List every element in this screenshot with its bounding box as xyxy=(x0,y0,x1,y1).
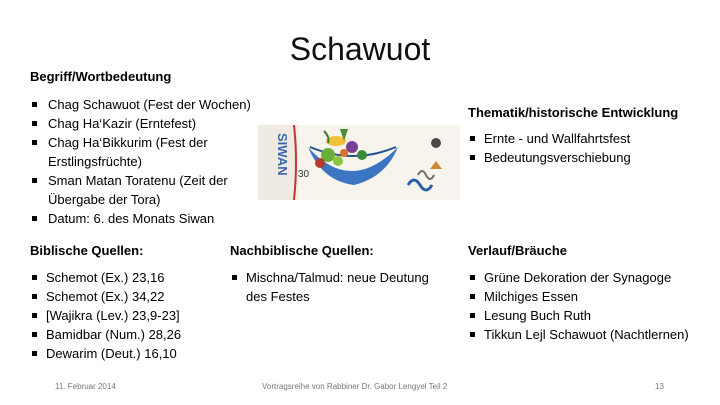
harvest-basket-illustration xyxy=(258,125,460,200)
bullet-icon xyxy=(470,313,475,318)
list-biblische xyxy=(30,268,220,363)
list-item: Chag Ha‘Bikkurim (Fest der Erstlingsfrüchte) xyxy=(30,133,262,171)
heading-nachbiblische: Nachbiblische Quellen: xyxy=(230,243,374,258)
bullet-icon xyxy=(470,155,475,160)
bullet-icon xyxy=(32,313,37,318)
list-item: Schemot (Ex.) 34,22 xyxy=(30,287,220,306)
bullet-icon xyxy=(470,275,475,280)
list-verlauf xyxy=(468,268,716,344)
bullet-icon xyxy=(470,136,475,141)
heading-begriff: Begriff/Wortbedeutung xyxy=(30,69,172,84)
slide-title: Schawuot xyxy=(289,31,431,67)
heading-thematik: Thematik/historische Entwicklung xyxy=(468,105,679,120)
list-item: Tikkun Lejl Schawuot (Nachtlernen) xyxy=(468,325,716,344)
bullet-icon xyxy=(32,351,37,356)
list-begriff xyxy=(30,95,262,228)
list-item: Lesung Buch Ruth xyxy=(468,306,716,325)
list-item: Chag Ha‘Kazir (Erntefest) xyxy=(30,114,262,133)
footer-date: 11. Februar 2014 xyxy=(55,382,116,391)
list-item: [Wajikra (Lev.) 23,9-23] xyxy=(30,306,220,325)
bullet-icon xyxy=(32,121,37,126)
list-item: Datum: 6. des Monats Siwan xyxy=(30,209,262,228)
list-item: Sman Matan Toratenu (Zeit der Übergabe der Tora) xyxy=(30,171,262,209)
list-item: Milchiges Essen xyxy=(468,287,716,306)
bullet-icon xyxy=(32,216,37,221)
day-number: 30 xyxy=(298,169,310,180)
bullet-icon xyxy=(32,140,37,145)
heading-verlauf: Verlauf/Bräuche xyxy=(468,243,567,258)
page-number: 13 xyxy=(655,382,664,391)
bullet-icon xyxy=(32,294,37,299)
footer-title: Vortragsreihe von Rabbiner Dr. Gabor Lengyel Teil 2 xyxy=(262,382,448,391)
list-item: Chag Schawuot (Fest der Wochen) xyxy=(30,95,262,114)
heading-biblische: Biblische Quellen: xyxy=(30,243,144,258)
list-item: Grüne Dekoration der Synagoge xyxy=(468,268,716,287)
bullet-icon xyxy=(32,178,37,183)
bullet-icon xyxy=(32,275,37,280)
list-item: Dewarim (Deut.) 16,10 xyxy=(30,344,220,363)
list-item: Schemot (Ex.) 23,16 xyxy=(30,268,220,287)
list-item: Mischna/Talmud: neue Deutung des Festes xyxy=(230,268,448,306)
bullet-icon xyxy=(32,332,37,337)
bullet-icon xyxy=(470,294,475,299)
list-item: Ernte - und Wallfahrtsfest xyxy=(468,129,708,148)
bullet-icon xyxy=(232,275,237,280)
siwan-text: SIWAN xyxy=(275,133,290,176)
list-nachbiblische xyxy=(230,268,448,306)
list-thematik xyxy=(468,129,708,167)
list-item: Bamidbar (Num.) 28,26 xyxy=(30,325,220,344)
bullet-icon xyxy=(470,332,475,337)
list-item: Bedeutungsverschiebung xyxy=(468,148,708,167)
bullet-icon xyxy=(32,102,37,107)
